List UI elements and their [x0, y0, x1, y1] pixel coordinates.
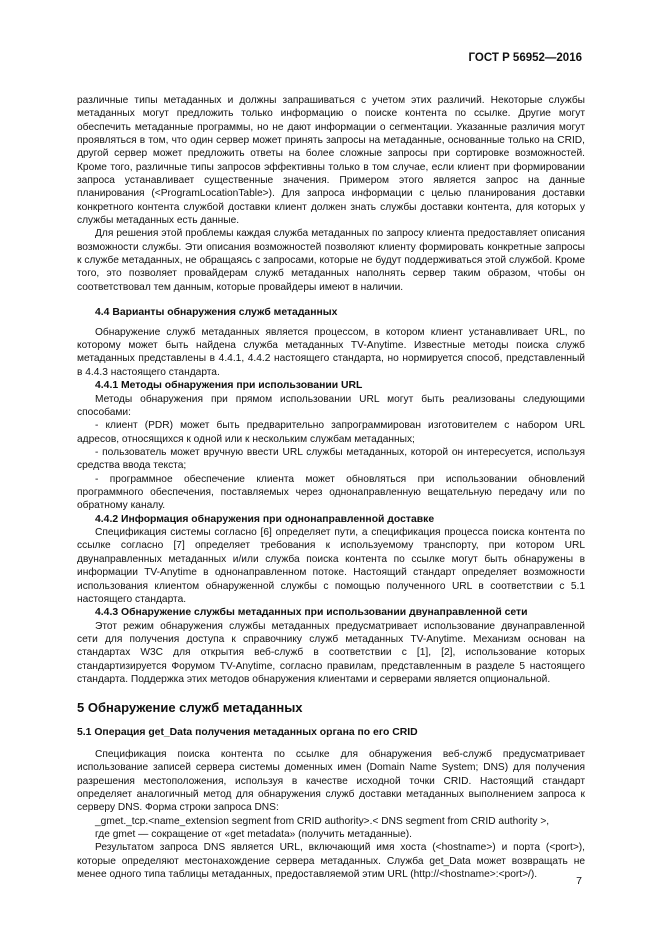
- paragraph: Этот режим обнаружения службы метаданных предусматривает использование двунаправленной сети для получения доступа к справочнику служб метаданных TV-Anytime. Механизм основан на стандартах W3C для открытия веб-служб в соответствии с [1], [2], использование которых стандартизируется Форумом TV-Anytime, согласно правилам, представленным в разделе 5 настоящего стандарта. Поддержка этих методов обнаружения клиентами и серверами является опциональной.: [77, 620, 585, 686]
- paragraph: где gmet — сокращение от «get metadata» (получить метаданные).: [95, 828, 412, 840]
- paragraph: Результатом запроса DNS является URL, включающий имя хоста (<hostname>) и порта (<port>), которые определяют местонахождение сервера метаданных. Служба get_Data может возвращать не менее одного типа таблицы метаданных, предоставляемой этим URL (http://<hostname>:<port>/).: [77, 842, 585, 880]
- document-id-header: ГОСТ Р 56952—2016: [468, 52, 582, 64]
- paragraph: - клиент (PDR) может быть предварительно запрограммирован изготовителем с набором URL адресов, относящихся к одной или к нескольким службам метаданных;: [77, 420, 585, 445]
- spacer: [77, 294, 585, 306]
- page-number: 7: [576, 875, 582, 887]
- subsection-heading: 4.4.3 Обнаружение службы метаданных при использовании двунаправленной сети: [95, 607, 528, 619]
- paragraph: Методы обнаружения при прямом использовании URL могут быть реализованы следующими способами:: [77, 393, 585, 418]
- paragraph: Для решения этой проблемы каждая служба метаданных по запросу клиента предоставляет описания возможности службы. Эти описания возможностей позволяют клиенту формировать конкретные запросы к службе метаданных, не обращаясь с запросами, которые не будут поддерживаться этой службой. Кроме того, это позволяет провайдерам служб метаданных наполнять сервер таким образом, чтобы он соответствовал тем данным, которые провайдеры имеют в наличии.: [77, 228, 585, 293]
- paragraph: _gmet._tcp.<name_extension segment from CRID authority>.< DNS segment from CRID authority >,: [95, 815, 550, 827]
- spacer: [77, 686, 585, 700]
- subsection-heading: 4.4.1 Методы обнаружения при использовании URL: [95, 380, 363, 392]
- spacer: [77, 740, 585, 748]
- paragraph: - программное обеспечение клиента может обновляться при использовании обновлений программного обеспечения, поставляемых через однонаправленную вещательную передачу или по обратному каналу.: [77, 473, 585, 512]
- paragraph: Спецификация системы согласно [6] определяет пути, а спецификация процесса поиска контента по ссылке согласно [7] определяет требования к используемому транспорту, при котором URL двунаправленных метаданных и/или служба поиска контента по ссылке могут быть обнаружены в информации TV-Anytime в однонаправленном потоке. Настоящий стандарт определяет возможности использования клиентом обнаруженной службы с помощью полученного URL в соответствии с 5.1 настоящего стандарта.: [77, 527, 585, 605]
- paragraph: Обнаружение служб метаданных является процессом, в котором клиент устанавливает URL, по которому может быть найдена служба метаданных TV-Anytime. Известные методы поиска служб метаданных представлены в 4.4.1, 4.4.2 настоящего стандарта, но нормируется способ, представленный в 4.4.3 настоящего стандарта.: [77, 326, 585, 378]
- paragraph: - пользователь может вручную ввести URL службы метаданных, которой он интересуется, используя средства ввода текста;: [77, 446, 585, 472]
- spacer: [77, 716, 585, 726]
- subsection-heading: 4.4 Варианты обнаружения служб метаданных: [95, 307, 338, 319]
- paragraph: различные типы метаданных и должны запрашиваться с учетом этих различий. Некоторые службы метаданных могут предложить только информацию о поиске контента по ссылке. Другие могут обеспечить метаданные программы, но не дают информации о сегментации. Указанные различия могут проявляться в том, что один сервер может принять запросы на метаданные, основанные только на CRID, другой сервер может предложить ответы на более сложные запросы при сортировке возможностей. Кроме того, различные типы запросов эффективны только в том случае, если клиент при формировании запроса устанавливает существенные значения. Примером этого является запрос на данные планирования (<ProgramLocationTable>). Для запроса информации с целью планирования доставки конкретного контента службой доставки клиент должен знать службы доставки контента, для которых у службы метаданных есть данные.: [77, 95, 585, 227]
- document-body: [77, 94, 585, 881]
- subsection-heading: 4.4.2 Информация обнаружения при однонаправленной доставке: [95, 513, 435, 525]
- paragraph: Спецификация поиска контента по ссылке для обнаружения веб-служб предусматривает использование записей сервера системы доменных имен (Domain Name System; DNS) для получения разрешения местоположения, используя в качестве исходной точки CRID. Настоящий стандарт определяет аналогичный метод для обнаружения служб доставки метаданных выполнением запроса к серверу DNS. Форма строки запроса DNS:: [77, 748, 585, 814]
- section-heading: 5 Обнаружение служб метаданных: [77, 700, 303, 716]
- subsection-heading: 5.1 Операция get_Data получения метаданных органа по его CRID: [77, 727, 418, 739]
